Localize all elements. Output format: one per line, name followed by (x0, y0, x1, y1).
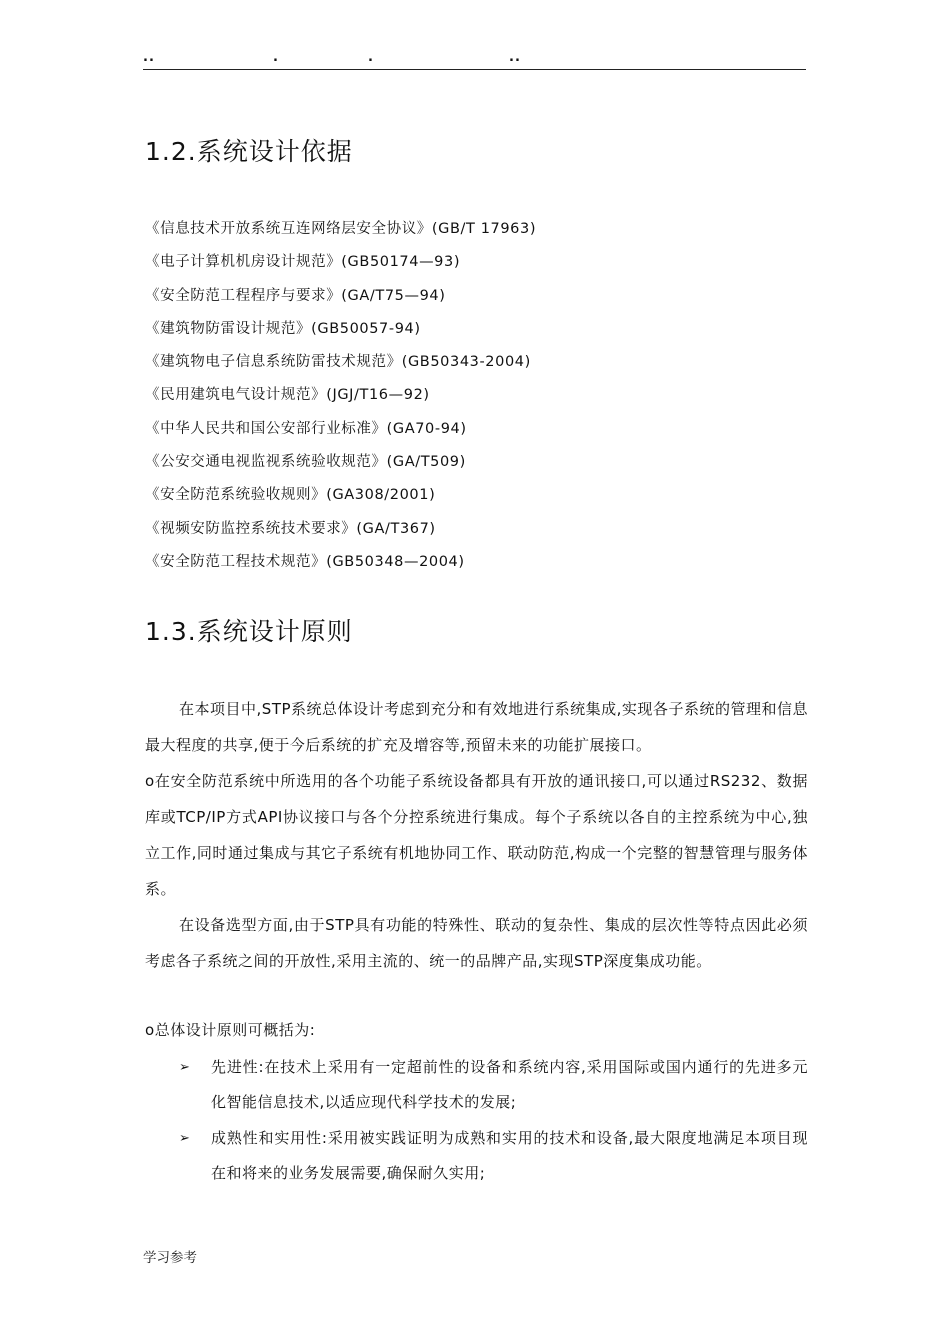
reference-item: 《民用建筑电气设计规范》(JGJ/T16—92) (145, 387, 430, 404)
principles-body (145, 691, 808, 979)
reference-item: 《信息技术开放系统互连网络层安全协议》(GB/T 17963) (145, 221, 537, 237)
reference-item: 《建筑物电子信息系统防雷技术规范》(GB50343-2004) (145, 354, 531, 371)
paragraph: 在本项目中,STP系统总体设计考虑到充分和有效地进行系统集成,实现各子系统的管理和信息最大程度的共享,便于今后系统的扩充及增容等,预留未来的功能扩展接口。 (145, 700, 808, 754)
header-dot: .. (509, 50, 521, 65)
paragraph (145, 763, 808, 907)
bullet-text: 先进性:在技术上采用有一定超前性的设备和系统内容,采用国际或国内通行的先进多元化智能信息技术,以适应现代科学技术的发展; (211, 1058, 808, 1111)
arrow-bullet-icon: ➢ (179, 1060, 191, 1075)
reference-item: 《公安交通电视监视系统验收规范》(GA/T509) (145, 454, 466, 471)
paragraph (145, 1015, 808, 1045)
header-dot: .. (143, 50, 155, 65)
principle-bullets (145, 1050, 808, 1192)
page-footer: 学习参考 (143, 1250, 197, 1266)
reference-item: 《安全防范工程技术规范》(GB50348—2004) (145, 553, 465, 570)
reference-item: 《安全防范系统验收规则》(GA308/2001) (145, 487, 436, 504)
paragraph-marker: o (145, 1021, 155, 1039)
bullet-text: 成熟性和实用性:采用被实践证明为成熟和实用的技术和设备,最大限度地满足本项目现在和将来的业务发展需要,确保耐久实用; (211, 1129, 808, 1182)
bullet-item (145, 1050, 808, 1120)
reference-item: 《电子计算机机房设计规范》(GB50174—93) (145, 254, 461, 271)
paragraph: 在设备选型方面,由于STP具有功能的特殊性、联动的复杂性、集成的层次性等特点因此必须考虑各子系统之间的开放性,采用主流的、统一的品牌产品,实现STP深度集成功能。 (145, 916, 808, 970)
reference-list (145, 218, 536, 584)
paragraph-marker: o (145, 772, 155, 790)
reference-item: 《安全防范工程程序与要求》(GA/T75—94) (145, 287, 446, 304)
paragraph-text: 在安全防范系统中所选用的各个功能子系统设备都具有开放的通讯接口,可以通过RS232、数据库或TCP/IP方式API协议接口与各个分控系统进行集成。每个子系统以各自的主控系统为中心,独立工作,同时通过集成与其它子系统有机地协同工作、联动防范,构成一个完整的智慧管理与服务体系。 (145, 772, 808, 898)
section-heading-design-basis: 1.2.系统设计依据 (145, 137, 353, 166)
paragraph-text: 总体设计原则可概括为: (154, 1021, 316, 1039)
header-dots (143, 46, 806, 68)
header-rule (143, 69, 806, 70)
header-dot: . (273, 50, 279, 65)
section-heading-design-principles: 1.3.系统设计原则 (145, 617, 353, 646)
header-dot: . (368, 50, 374, 65)
reference-item: 《视频安防监控系统技术要求》(GA/T367) (145, 520, 436, 537)
reference-item: 《建筑物防雷设计规范》(GB50057-94) (145, 320, 421, 337)
bullet-item (145, 1121, 808, 1191)
arrow-bullet-icon: ➢ (179, 1131, 191, 1146)
summary-line (145, 1015, 808, 1045)
reference-item: 《中华人民共和国公安部行业标准》(GA70-94) (145, 420, 467, 437)
